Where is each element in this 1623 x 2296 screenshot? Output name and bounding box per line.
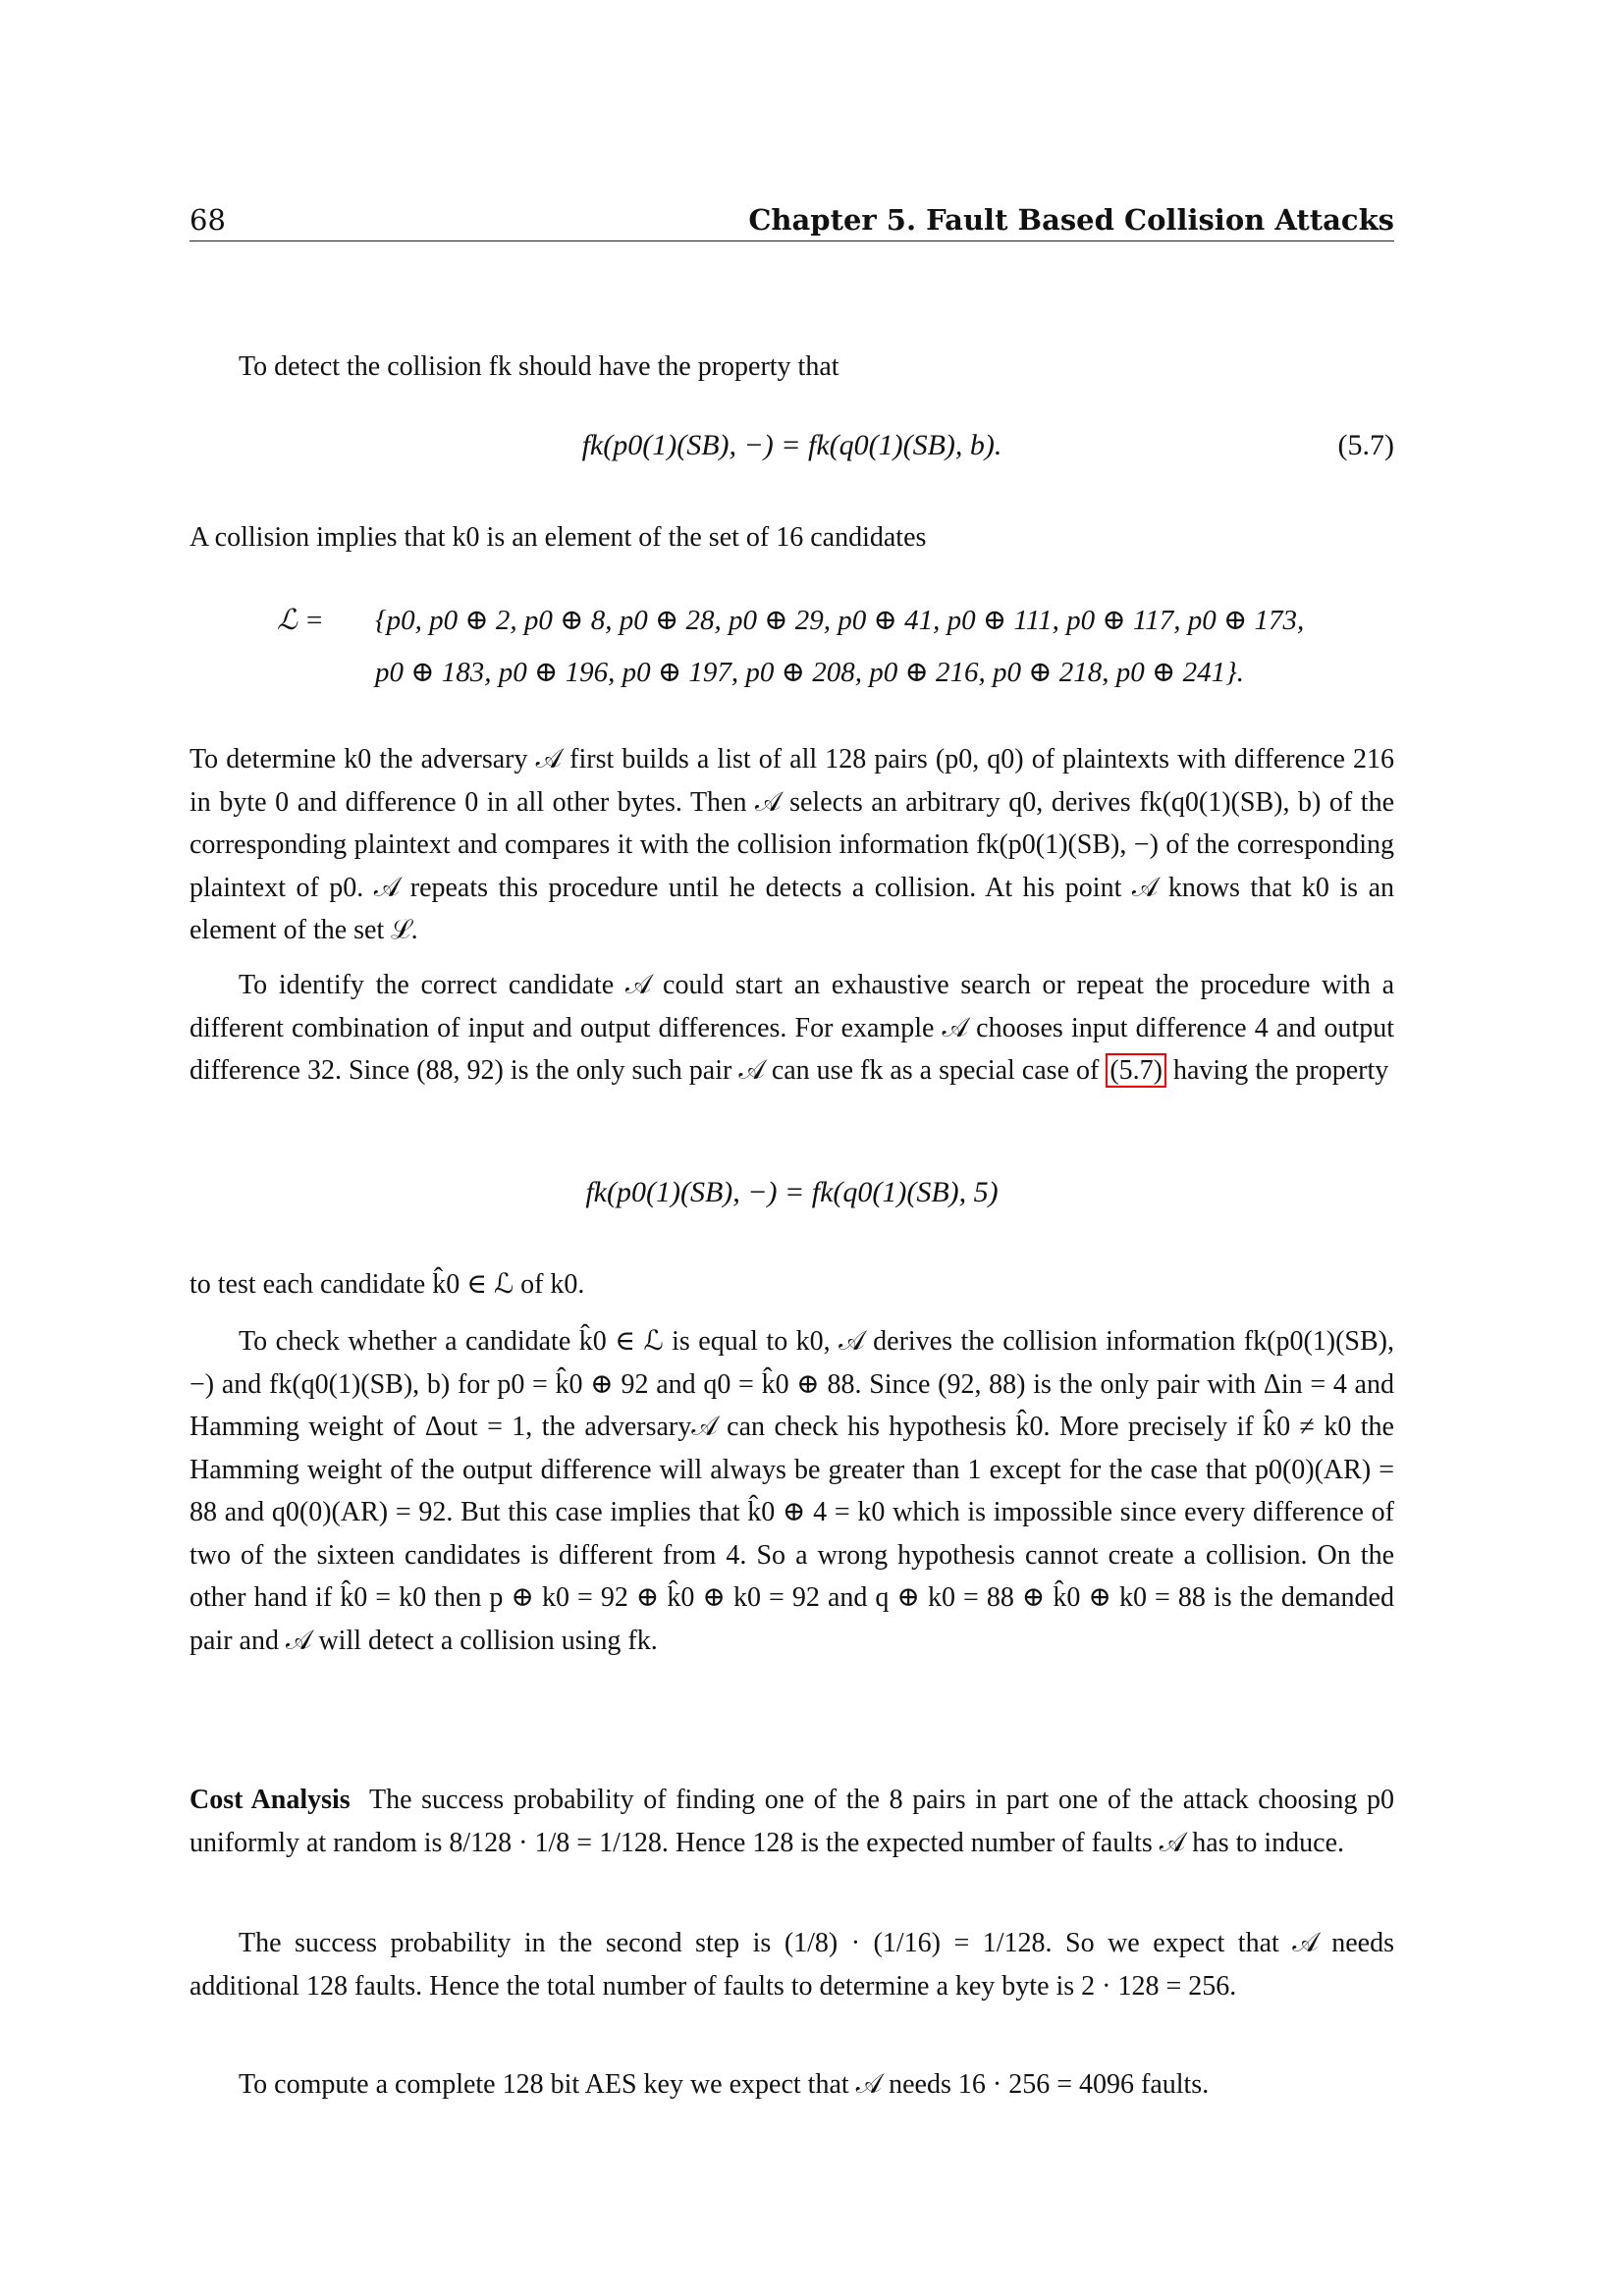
paragraph-4-text-b: having the property (1165, 1055, 1389, 1086)
paragraph-4 (189, 964, 1394, 1093)
equation-number: (5.7) (1337, 429, 1394, 461)
set-line-1: {p0, p0 ⊕ 2, p0 ⊕ 8, p0 ⊕ 28, p0 ⊕ 29, p0 ⊕ 41, p0 ⊕ 111, p0 ⊕ 117, p0 ⊕ 173, (375, 605, 1305, 636)
paragraph-5: to test each candidate k̂0 ∈ ℒ of k0. (189, 1269, 585, 1300)
chapter-title: Chapter 5. Fault Based Collision Attacks (748, 203, 1394, 237)
paragraph-8: The success probability in the second step is (1/8) · (1/16) = 1/128. So we expect that 𝒜 needs additional 128 faults. Hence the total number of faults to determine a key byte is 2 · 128 = 256. (189, 1928, 1394, 2002)
cost-analysis-heading: Cost Analysis (189, 1785, 351, 1815)
paragraph-2: A collision implies that k0 is an element of the set of 16 candidates (189, 522, 927, 553)
paragraph-9: To compute a complete 128 bit AES key we expect that 𝒜 needs 16 · 256 = 4096 faults. (239, 2069, 1210, 2100)
equation-5-7 (189, 429, 1394, 462)
paragraph-4-text-a: To identify the correct candidate 𝒜 could start an exhaustive search or repeat the procedure with a different combination of input and output differences. For example 𝒜 chooses input difference 4 and output difference 32. Since (88, 92) is the only such pair 𝒜 can use fk as a special case of (189, 970, 1394, 1086)
equation-special-case: fk(p0(1)(SB), −) = fk(q0(1)(SB), 5) (585, 1176, 999, 1208)
paragraph-cost-analysis (189, 1779, 1394, 1864)
paragraph-3: To determine k0 the adversary 𝒜 first builds a list of all 128 pairs (p0, q0) of plaintexts with difference 216 in byte 0 and difference 0 in all other bytes. Then 𝒜 selects an arbitrary q0, derives fk(q0(1)(SB), b) of the corresponding plaintext and compares it with the collision information fk(p0(1)(SB), −) of the corresponding plaintext of p0. 𝒜 repeats this procedure until he detects a collision. At his point 𝒜 knows that k0 is an element of the set ℒ. (189, 744, 1394, 945)
page-number: 68 (189, 203, 226, 237)
paragraph-6: To check whether a candidate k̂0 ∈ ℒ is equal to k0, 𝒜 derives the collision information fk(p0(1)(SB), −) and fk(q0(1)(SB), b) for p0 = k̂0 ⊕ 92 and q0 = k̂0 ⊕ 88. Since (92, 88) is the only pair with Δin = 4 and Hamming weight of Δout = 1, the adversary𝒜 can check his hypothesis k̂0. More precisely if k̂0 ≠ k0 the Hamming weight of the output difference will always be greater than 1 except for the case that p0(0)(AR) = 88 and q0(0)(AR) = 92. But this case implies that k̂0 ⊕ 4 = k0 which is impossible since every difference of two of the sixteen candidates is different from 4. So a wrong hypothesis cannot create a collision. On the other hand if k̂0 = k0 then p ⊕ k0 = 92 ⊕ k̂0 ⊕ k0 = 92 and q ⊕ k0 = 88 ⊕ k̂0 ⊕ k0 = 88 is the demanded pair and 𝒜 will detect a collision using fk. (189, 1326, 1394, 1656)
set-lhs: ℒ = (277, 605, 324, 636)
running-header (189, 201, 1394, 241)
paragraph-1: To detect the collision fk should have the property that (239, 351, 839, 382)
set-line-2: p0 ⊕ 183, p0 ⊕ 196, p0 ⊕ 197, p0 ⊕ 208, p0 ⊕ 216, p0 ⊕ 218, p0 ⊕ 241}. (375, 657, 1244, 688)
paragraph-7: The success probability of finding one of the 8 pairs in part one of the attack choosing p0 uniformly at random is 8/128 · 1/8 = 1/128. Hence 128 is the expected number of faults 𝒜 has to induce. (189, 1785, 1395, 1858)
equation-5-7-body: fk(p0(1)(SB), −) = fk(q0(1)(SB), b). (581, 429, 1002, 461)
equation-reference-link[interactable]: (5.7) (1106, 1053, 1166, 1088)
